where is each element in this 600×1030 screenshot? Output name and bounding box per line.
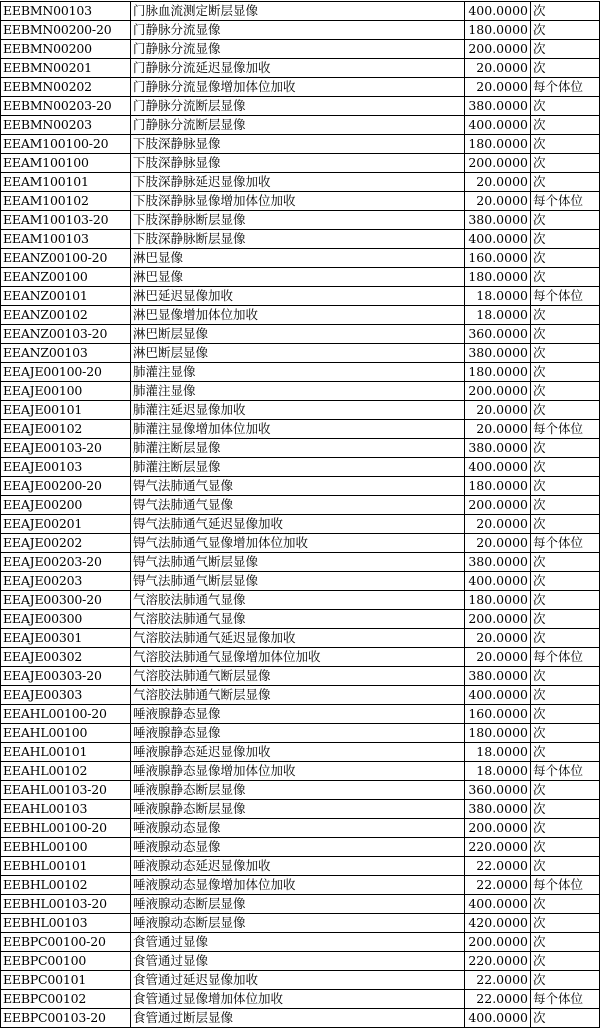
- item-price-cell: 200.0000: [465, 496, 531, 515]
- item-code-cell: EEAJE00200: [1, 496, 131, 515]
- item-code-cell: EEBHL00102: [1, 876, 131, 895]
- item-price-cell: 20.0000: [465, 401, 531, 420]
- item-unit-cell: 次: [531, 458, 600, 477]
- item-unit-cell: 次: [531, 97, 600, 116]
- item-code-cell: EEAJE00203-20: [1, 553, 131, 572]
- item-price-cell: 22.0000: [465, 876, 531, 895]
- item-price-cell: 22.0000: [465, 971, 531, 990]
- item-name-cell: 唾液腺动态断层显像: [131, 914, 465, 933]
- table-row: [1, 40, 600, 59]
- item-name-cell: 唾液腺动态断层显像: [131, 895, 465, 914]
- item-unit-cell: 每个体位: [531, 78, 600, 97]
- item-code-cell: EEBPC00102: [1, 990, 131, 1009]
- table-row: [1, 534, 600, 553]
- item-name-cell: 唾液腺静态断层显像: [131, 800, 465, 819]
- item-price-cell: 160.0000: [465, 705, 531, 724]
- item-code-cell: EEANZ00103: [1, 344, 131, 363]
- item-name-cell: 门静脉分流延迟显像加收: [131, 59, 465, 78]
- item-code-cell: EEAM100100-20: [1, 135, 131, 154]
- item-name-cell: 锝气法肺通气显像: [131, 496, 465, 515]
- table-row: [1, 572, 600, 591]
- item-name-cell: 淋巴延迟显像加收: [131, 287, 465, 306]
- item-price-cell: 22.0000: [465, 990, 531, 1009]
- item-price-cell: 380.0000: [465, 211, 531, 230]
- item-unit-cell: 每个体位: [531, 648, 600, 667]
- item-name-cell: 锝气法肺通气显像: [131, 477, 465, 496]
- table-row: [1, 477, 600, 496]
- table-row: [1, 990, 600, 1009]
- item-name-cell: 气溶胶法肺通气断层显像: [131, 686, 465, 705]
- item-code-cell: EEBMN00200: [1, 40, 131, 59]
- table-row: [1, 591, 600, 610]
- item-name-cell: 唾液腺动态显像: [131, 819, 465, 838]
- item-unit-cell: 次: [531, 154, 600, 173]
- item-name-cell: 锝气法肺通气显像增加体位加收: [131, 534, 465, 553]
- item-code-cell: EEAJE00200-20: [1, 477, 131, 496]
- table-row: [1, 401, 600, 420]
- table-row: [1, 876, 600, 895]
- item-unit-cell: 次: [531, 743, 600, 762]
- item-unit-cell: 次: [531, 724, 600, 743]
- item-price-cell: 180.0000: [465, 268, 531, 287]
- table-row: [1, 420, 600, 439]
- item-unit-cell: 次: [531, 553, 600, 572]
- item-unit-cell: 次: [531, 363, 600, 382]
- item-code-cell: EEAM100102: [1, 192, 131, 211]
- table-row: [1, 382, 600, 401]
- table-row: [1, 724, 600, 743]
- table-row: [1, 439, 600, 458]
- table-row: [1, 800, 600, 819]
- item-name-cell: 下肢深静脉断层显像: [131, 230, 465, 249]
- item-code-cell: EEBMN00202: [1, 78, 131, 97]
- table-row: [1, 895, 600, 914]
- table-row: [1, 344, 600, 363]
- table-row: [1, 781, 600, 800]
- item-unit-cell: 次: [531, 439, 600, 458]
- item-name-cell: 气溶胶法肺通气显像: [131, 591, 465, 610]
- item-name-cell: 淋巴显像: [131, 249, 465, 268]
- item-unit-cell: 每个体位: [531, 990, 600, 1009]
- item-price-cell: 400.0000: [465, 116, 531, 135]
- table-row: [1, 173, 600, 192]
- item-unit-cell: 次: [531, 477, 600, 496]
- item-code-cell: EEAHL00103: [1, 800, 131, 819]
- item-unit-cell: 次: [531, 249, 600, 268]
- item-price-cell: 200.0000: [465, 819, 531, 838]
- item-name-cell: 气溶胶法肺通气断层显像: [131, 667, 465, 686]
- item-price-cell: 18.0000: [465, 762, 531, 781]
- item-code-cell: EEAM100100: [1, 154, 131, 173]
- item-price-cell: 200.0000: [465, 610, 531, 629]
- item-unit-cell: 每个体位: [531, 420, 600, 439]
- item-unit-cell: 次: [531, 838, 600, 857]
- item-unit-cell: 次: [531, 268, 600, 287]
- table-row: [1, 705, 600, 724]
- item-unit-cell: 次: [531, 325, 600, 344]
- item-unit-cell: 每个体位: [531, 876, 600, 895]
- item-name-cell: 食管通过显像: [131, 933, 465, 952]
- table-row: [1, 78, 600, 97]
- item-code-cell: EEANZ00100: [1, 268, 131, 287]
- item-name-cell: 食管通过延迟显像加收: [131, 971, 465, 990]
- item-code-cell: EEAHL00100: [1, 724, 131, 743]
- item-price-cell: 20.0000: [465, 534, 531, 553]
- item-code-cell: EEBMN00203-20: [1, 97, 131, 116]
- item-price-cell: 180.0000: [465, 363, 531, 382]
- item-code-cell: EEAJE00100: [1, 382, 131, 401]
- item-name-cell: 唾液腺静态断层显像: [131, 781, 465, 800]
- item-price-cell: 180.0000: [465, 591, 531, 610]
- item-price-cell: 20.0000: [465, 515, 531, 534]
- item-price-cell: 380.0000: [465, 667, 531, 686]
- item-code-cell: EEAJE00103: [1, 458, 131, 477]
- table-row: [1, 686, 600, 705]
- table-row: [1, 458, 600, 477]
- item-name-cell: 肺灌注延迟显像加收: [131, 401, 465, 420]
- item-code-cell: EEAHL00100-20: [1, 705, 131, 724]
- item-code-cell: EEAJE00202: [1, 534, 131, 553]
- item-code-cell: EEBMN00203: [1, 116, 131, 135]
- item-code-cell: EEAJE00302: [1, 648, 131, 667]
- table-row: [1, 97, 600, 116]
- table-row: [1, 553, 600, 572]
- item-unit-cell: 次: [531, 971, 600, 990]
- item-name-cell: 唾液腺静态显像增加体位加收: [131, 762, 465, 781]
- item-name-cell: 气溶胶法肺通气显像: [131, 610, 465, 629]
- item-name-cell: 唾液腺动态显像增加体位加收: [131, 876, 465, 895]
- item-name-cell: 锝气法肺通气断层显像: [131, 572, 465, 591]
- item-code-cell: EEBPC00100: [1, 952, 131, 971]
- table-row: [1, 971, 600, 990]
- item-unit-cell: 次: [531, 382, 600, 401]
- item-code-cell: EEAJE00300: [1, 610, 131, 629]
- item-name-cell: 锝气法肺通气断层显像: [131, 553, 465, 572]
- item-unit-cell: 次: [531, 629, 600, 648]
- item-price-cell: 380.0000: [465, 97, 531, 116]
- item-name-cell: 食管通过显像增加体位加收: [131, 990, 465, 1009]
- table-row: [1, 933, 600, 952]
- item-unit-cell: 次: [531, 211, 600, 230]
- item-name-cell: 下肢深静脉显像增加体位加收: [131, 192, 465, 211]
- item-code-cell: EEBHL00103: [1, 914, 131, 933]
- item-unit-cell: 次: [531, 401, 600, 420]
- item-price-cell: 400.0000: [465, 895, 531, 914]
- item-code-cell: EEAJE00201: [1, 515, 131, 534]
- item-code-cell: EEAJE00203: [1, 572, 131, 591]
- item-name-cell: 肺灌注显像: [131, 382, 465, 401]
- item-price-cell: 180.0000: [465, 21, 531, 40]
- item-unit-cell: 次: [531, 914, 600, 933]
- item-price-cell: 360.0000: [465, 781, 531, 800]
- item-name-cell: 肺灌注显像: [131, 363, 465, 382]
- item-price-cell: 20.0000: [465, 192, 531, 211]
- table-row: [1, 667, 600, 686]
- item-name-cell: 唾液腺静态显像: [131, 724, 465, 743]
- table-row: [1, 116, 600, 135]
- item-price-cell: 400.0000: [465, 1009, 531, 1028]
- item-name-cell: 淋巴断层显像: [131, 325, 465, 344]
- table-row: [1, 211, 600, 230]
- item-price-cell: 22.0000: [465, 857, 531, 876]
- item-unit-cell: 次: [531, 40, 600, 59]
- item-code-cell: EEBMN00103: [1, 2, 131, 21]
- table-row: [1, 857, 600, 876]
- item-code-cell: EEAJE00300-20: [1, 591, 131, 610]
- item-unit-cell: 每个体位: [531, 192, 600, 211]
- table-row: [1, 230, 600, 249]
- item-unit-cell: 次: [531, 2, 600, 21]
- item-code-cell: EEAJE00101: [1, 401, 131, 420]
- item-name-cell: 食管通过断层显像: [131, 1009, 465, 1028]
- item-name-cell: 肺灌注断层显像: [131, 458, 465, 477]
- item-name-cell: 唾液腺静态延迟显像加收: [131, 743, 465, 762]
- price-table: [0, 1, 600, 1028]
- table-row: [1, 268, 600, 287]
- item-unit-cell: 次: [531, 59, 600, 78]
- table-row: [1, 363, 600, 382]
- item-code-cell: EEAJE00102: [1, 420, 131, 439]
- item-name-cell: 门静脉分流断层显像: [131, 116, 465, 135]
- item-code-cell: EEAHL00101: [1, 743, 131, 762]
- item-name-cell: 肺灌注显像增加体位加收: [131, 420, 465, 439]
- item-unit-cell: 次: [531, 667, 600, 686]
- item-unit-cell: 次: [531, 933, 600, 952]
- item-price-cell: 200.0000: [465, 933, 531, 952]
- item-code-cell: EEBHL00101: [1, 857, 131, 876]
- item-code-cell: EEAJE00303: [1, 686, 131, 705]
- item-price-cell: 400.0000: [465, 572, 531, 591]
- item-unit-cell: 次: [531, 781, 600, 800]
- item-price-cell: 200.0000: [465, 40, 531, 59]
- table-row: [1, 154, 600, 173]
- item-price-cell: 380.0000: [465, 344, 531, 363]
- item-code-cell: EEAJE00301: [1, 629, 131, 648]
- item-name-cell: 气溶胶法肺通气延迟显像加收: [131, 629, 465, 648]
- item-name-cell: 门静脉分流显像: [131, 40, 465, 59]
- item-price-cell: 220.0000: [465, 838, 531, 857]
- item-price-cell: 420.0000: [465, 914, 531, 933]
- item-price-cell: 380.0000: [465, 553, 531, 572]
- item-code-cell: EEBPC00100-20: [1, 933, 131, 952]
- table-row: [1, 629, 600, 648]
- item-code-cell: EEBHL00100: [1, 838, 131, 857]
- item-price-cell: 200.0000: [465, 382, 531, 401]
- table-row: [1, 21, 600, 40]
- item-code-cell: EEANZ00103-20: [1, 325, 131, 344]
- item-code-cell: EEAHL00102: [1, 762, 131, 781]
- item-price-cell: 180.0000: [465, 477, 531, 496]
- table-row: [1, 306, 600, 325]
- item-name-cell: 唾液腺动态延迟显像加收: [131, 857, 465, 876]
- item-code-cell: EEAM100101: [1, 173, 131, 192]
- table-row: [1, 59, 600, 78]
- table-row: [1, 496, 600, 515]
- item-price-cell: 360.0000: [465, 325, 531, 344]
- item-unit-cell: 次: [531, 591, 600, 610]
- table-row: [1, 135, 600, 154]
- item-code-cell: EEAHL00103-20: [1, 781, 131, 800]
- item-price-cell: 220.0000: [465, 952, 531, 971]
- item-price-cell: 20.0000: [465, 629, 531, 648]
- item-unit-cell: 次: [531, 610, 600, 629]
- item-unit-cell: 次: [531, 230, 600, 249]
- table-row: [1, 2, 600, 21]
- table-row: [1, 610, 600, 629]
- item-price-cell: 18.0000: [465, 287, 531, 306]
- table-row: [1, 648, 600, 667]
- item-code-cell: EEANZ00101: [1, 287, 131, 306]
- item-code-cell: EEBPC00103-20: [1, 1009, 131, 1028]
- item-unit-cell: 次: [531, 819, 600, 838]
- item-name-cell: 唾液腺静态显像: [131, 705, 465, 724]
- item-name-cell: 肺灌注断层显像: [131, 439, 465, 458]
- item-unit-cell: 次: [531, 21, 600, 40]
- table-row: [1, 838, 600, 857]
- item-code-cell: EEBMN00201: [1, 59, 131, 78]
- item-price-cell: 20.0000: [465, 420, 531, 439]
- table-row: [1, 819, 600, 838]
- item-name-cell: 气溶胶法肺通气显像增加体位加收: [131, 648, 465, 667]
- item-name-cell: 门静脉分流显像: [131, 21, 465, 40]
- item-price-cell: 20.0000: [465, 648, 531, 667]
- table-row: [1, 515, 600, 534]
- table-row: [1, 914, 600, 933]
- item-name-cell: 下肢深静脉显像: [131, 135, 465, 154]
- item-price-cell: 18.0000: [465, 743, 531, 762]
- item-unit-cell: 每个体位: [531, 287, 600, 306]
- item-unit-cell: 次: [531, 306, 600, 325]
- item-name-cell: 唾液腺动态显像: [131, 838, 465, 857]
- table-row: [1, 762, 600, 781]
- item-name-cell: 门静脉分流显像增加体位加收: [131, 78, 465, 97]
- item-name-cell: 下肢深静脉断层显像: [131, 211, 465, 230]
- item-price-cell: 180.0000: [465, 724, 531, 743]
- item-unit-cell: 次: [531, 857, 600, 876]
- item-code-cell: EEANZ00102: [1, 306, 131, 325]
- item-price-cell: 180.0000: [465, 135, 531, 154]
- item-code-cell: EEBHL00100-20: [1, 819, 131, 838]
- item-unit-cell: 每个体位: [531, 762, 600, 781]
- table-row: [1, 249, 600, 268]
- table-row: [1, 1009, 600, 1028]
- item-code-cell: EEBHL00103-20: [1, 895, 131, 914]
- item-unit-cell: 次: [531, 952, 600, 971]
- item-name-cell: 下肢深静脉延迟显像加收: [131, 173, 465, 192]
- table-row: [1, 192, 600, 211]
- item-code-cell: EEAJE00100-20: [1, 363, 131, 382]
- item-code-cell: EEAJE00103-20: [1, 439, 131, 458]
- item-price-cell: 20.0000: [465, 78, 531, 97]
- item-unit-cell: 次: [531, 800, 600, 819]
- table-row: [1, 287, 600, 306]
- item-unit-cell: 次: [531, 116, 600, 135]
- item-unit-cell: 次: [531, 515, 600, 534]
- item-name-cell: 门脉血流测定断层显像: [131, 2, 465, 21]
- item-name-cell: 门静脉分流断层显像: [131, 97, 465, 116]
- item-code-cell: EEAM100103-20: [1, 211, 131, 230]
- item-code-cell: EEAJE00303-20: [1, 667, 131, 686]
- table-row: [1, 743, 600, 762]
- item-unit-cell: 次: [531, 895, 600, 914]
- item-price-cell: 18.0000: [465, 306, 531, 325]
- item-name-cell: 食管通过显像: [131, 952, 465, 971]
- item-unit-cell: 次: [531, 173, 600, 192]
- item-unit-cell: 次: [531, 496, 600, 515]
- item-name-cell: 锝气法肺通气延迟显像加收: [131, 515, 465, 534]
- item-price-cell: 160.0000: [465, 249, 531, 268]
- item-unit-cell: 次: [531, 572, 600, 591]
- item-code-cell: EEBMN00200-20: [1, 21, 131, 40]
- item-unit-cell: 次: [531, 135, 600, 154]
- item-unit-cell: 每个体位: [531, 534, 600, 553]
- item-name-cell: 淋巴显像: [131, 268, 465, 287]
- item-price-cell: 380.0000: [465, 800, 531, 819]
- item-price-cell: 400.0000: [465, 2, 531, 21]
- item-name-cell: 淋巴显像增加体位加收: [131, 306, 465, 325]
- table-row: [1, 952, 600, 971]
- item-price-cell: 400.0000: [465, 230, 531, 249]
- item-unit-cell: 次: [531, 1009, 600, 1028]
- item-name-cell: 下肢深静脉显像: [131, 154, 465, 173]
- item-price-cell: 400.0000: [465, 458, 531, 477]
- item-code-cell: EEBPC00101: [1, 971, 131, 990]
- item-price-cell: 20.0000: [465, 173, 531, 192]
- item-unit-cell: 次: [531, 705, 600, 724]
- item-unit-cell: 次: [531, 344, 600, 363]
- item-name-cell: 淋巴断层显像: [131, 344, 465, 363]
- item-code-cell: EEAM100103: [1, 230, 131, 249]
- item-price-cell: 400.0000: [465, 686, 531, 705]
- item-price-cell: 380.0000: [465, 439, 531, 458]
- table-body: [1, 2, 600, 1028]
- item-price-cell: 200.0000: [465, 154, 531, 173]
- item-price-cell: 20.0000: [465, 59, 531, 78]
- item-unit-cell: 次: [531, 686, 600, 705]
- item-code-cell: EEANZ00100-20: [1, 249, 131, 268]
- table-row: [1, 325, 600, 344]
